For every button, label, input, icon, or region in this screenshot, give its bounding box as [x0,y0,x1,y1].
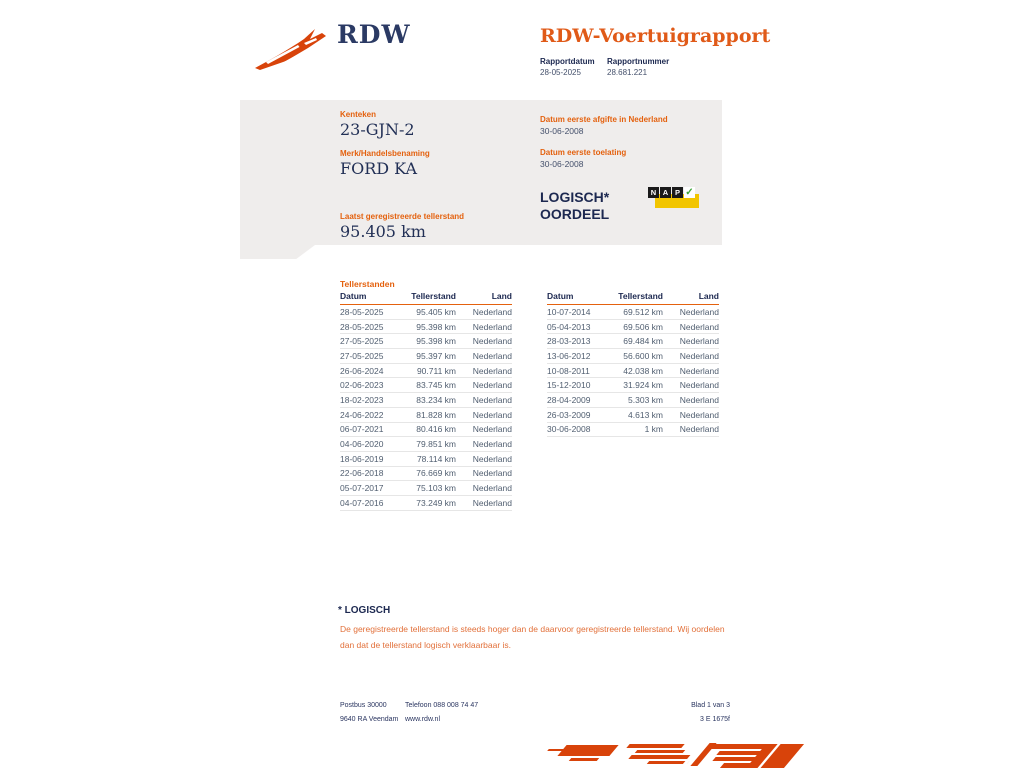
table-cell: Nederland [679,365,719,376]
table-cell: 56.600 km [623,350,663,361]
nap-logo-icon [648,187,698,209]
table-cell: 95.398 km [416,336,456,347]
table-cell: Nederland [472,380,512,391]
col-land: Land [491,291,512,301]
table-cell: 04-07-2016 [340,497,384,508]
table-cell: Nederland [472,424,512,435]
table-cell: 76.669 km [416,468,456,479]
col-tellerstand: Tellerstand [411,291,456,301]
table-cell: 27-05-2025 [340,336,384,347]
table-row [547,393,719,408]
table-cell: Nederland [472,336,512,347]
nap-letter-a: A [660,187,671,198]
table-row [340,378,512,393]
table-row [547,408,719,423]
table-cell: 10-07-2014 [547,306,591,317]
toelating-label: Datum eerste toelating [540,148,627,157]
note-body: De geregistreerde tellerstand is steeds hoger dan de daarvoor geregistreerde tellerstand. Wij oordelen dan dat de tellerstand logisch verklaarbaar is. [340,624,725,650]
table-row [340,437,512,452]
table-cell: Nederland [679,336,719,347]
footer-address-line2: 9640 RA Veendam [340,716,399,723]
footer-form-code: 3 E 1675f [700,716,730,723]
table-cell: 06-07-2021 [340,424,384,435]
table-cell: Nederland [472,350,512,361]
table-row [340,408,512,423]
table-cell: 28-04-2009 [547,394,591,405]
table-row [547,364,719,379]
table-header [547,291,719,305]
table-row [340,467,512,482]
rdw-logo-icon [252,26,332,72]
table-cell: 69.506 km [623,321,663,332]
col-tellerstand: Tellerstand [618,291,663,301]
table-cell: Nederland [679,409,719,420]
footer-phone: Telefoon 088 008 74 47 [405,702,479,709]
table-row [340,349,512,364]
table-cell: Nederland [679,380,719,391]
table-cell: 28-05-2025 [340,321,384,332]
table-cell: Nederland [472,497,512,508]
table-row [340,334,512,349]
nap-letter-p: P [672,187,683,198]
table-cell: 13-06-2012 [547,350,591,361]
table-cell: Nederland [679,424,719,435]
table-row [547,334,719,349]
table-row [340,496,512,511]
table-cell: 04-06-2020 [340,439,384,450]
afgifte-value: 30-06-2008 [540,126,584,136]
table-cell: 80.416 km [416,424,456,435]
table-cell: 69.512 km [623,306,663,317]
toelating-value: 30-06-2008 [540,159,584,169]
merk-label: Merk/Handelsbenaming [340,149,430,158]
table-cell: 18-02-2023 [340,394,384,405]
table-cell: Nederland [472,409,512,420]
table-cell: Nederland [472,453,512,464]
table-row [547,349,719,364]
afgifte-label: Datum eerste afgifte in Nederland [540,115,668,124]
table-cell: 79.851 km [416,439,456,450]
table-cell: 73.249 km [416,497,456,508]
table-row [547,423,719,438]
merk-value: FORD KA [340,159,418,178]
tellerstand-value: 95.405 km [340,222,426,241]
table-cell: 4.613 km [628,409,663,420]
table-cell: 05-07-2017 [340,483,384,494]
table-cell: 31.924 km [623,380,663,391]
table-row [340,452,512,467]
kenteken-value: 23-GJN-2 [340,120,415,139]
table-cell: Nederland [679,306,719,317]
tellerstand-label: Laatst geregistreerde tellerstand [340,212,465,221]
table-cell: 81.828 km [416,409,456,420]
table-cell: 18-06-2019 [340,453,384,464]
table-cell: Nederland [472,394,512,405]
table-row [547,320,719,335]
table-row [547,305,719,320]
col-datum: Datum [547,291,574,301]
table-row [340,393,512,408]
col-land: Land [698,291,719,301]
footer-address [340,699,398,727]
rdw-logo-text: RDW [337,20,411,49]
table-row [340,364,512,379]
table-cell: 22-06-2018 [340,468,384,479]
oordeel-line1: LOGISCH* [540,189,610,205]
table-cell: 10-08-2011 [547,365,590,376]
table-cell: Nederland [679,321,719,332]
table-cell: 27-05-2025 [340,350,384,361]
table-cell: 83.234 km [416,394,456,405]
report-date-value: 28-05-2025 [540,68,581,77]
nap-checkmark-icon: ✓ [685,187,694,198]
table-cell: 05-04-2013 [547,321,591,332]
table-cell: 90.711 km [416,365,456,376]
kenteken-label: Kenteken [340,110,377,119]
page-title: RDW-Voertuigrapport [540,25,771,47]
note-title: * LOGISCH [338,605,391,616]
table-cell: 24-06-2022 [340,409,384,420]
footer-address-line1: Postbus 30000 [340,702,387,709]
footer-page-number: Blad 1 van 3 [691,702,730,709]
nap-letter-n: N [648,187,659,198]
table-body [340,305,512,511]
table-cell: Nederland [472,468,512,479]
report-number-label: Rapportnummer [607,57,670,66]
table-cell: 28-05-2025 [340,306,384,317]
table-cell: Nederland [679,350,719,361]
table-cell: 26-03-2009 [547,409,591,420]
table-cell: 75.103 km [416,483,456,494]
table-cell: 69.484 km [623,336,663,347]
footer-page-info [691,699,730,727]
odometer-table-right [547,291,719,437]
table-cell: 5.303 km [628,394,663,405]
footer-contact [405,699,478,727]
report-date-label: Rapportdatum [540,57,595,66]
table-cell: Nederland [472,439,512,450]
table-cell: 83.745 km [416,380,456,391]
table-cell: 78.114 km [416,453,456,464]
footer-website: www.rdw.nl [405,716,441,723]
table-cell: 1 km [644,424,663,435]
table-header [340,291,512,305]
table-cell: 02-06-2023 [340,380,384,391]
table-cell: Nederland [679,394,719,405]
col-datum: Datum [340,291,367,301]
table-row [340,305,512,320]
table-cell: 95.405 km [416,306,456,317]
vehicle-summary-box-tab [240,245,315,259]
table-cell: 95.398 km [416,321,456,332]
table-cell: 26-06-2024 [340,365,384,376]
odometer-table-left [340,291,512,511]
report-number-value: 28.681.221 [607,68,648,77]
table-row [340,320,512,335]
table-cell: Nederland [472,483,512,494]
table-cell: 95.397 km [416,350,456,361]
table-cell: 30-06-2008 [547,424,591,435]
table-row [547,378,719,393]
table-cell: Nederland [472,365,512,376]
table-cell: 42.038 km [623,365,663,376]
table-cell: Nederland [472,321,512,332]
table-body [547,305,719,437]
table-cell: 15-12-2010 [547,380,591,391]
oordeel-line2: OORDEEL [540,206,610,222]
table-cell: Nederland [472,306,512,317]
table-cell: 28-03-2013 [547,336,591,347]
table-row [340,423,512,438]
table-row [340,481,512,496]
oordeel-text [540,189,609,223]
tellerstanden-heading: Tellerstanden [340,279,395,289]
